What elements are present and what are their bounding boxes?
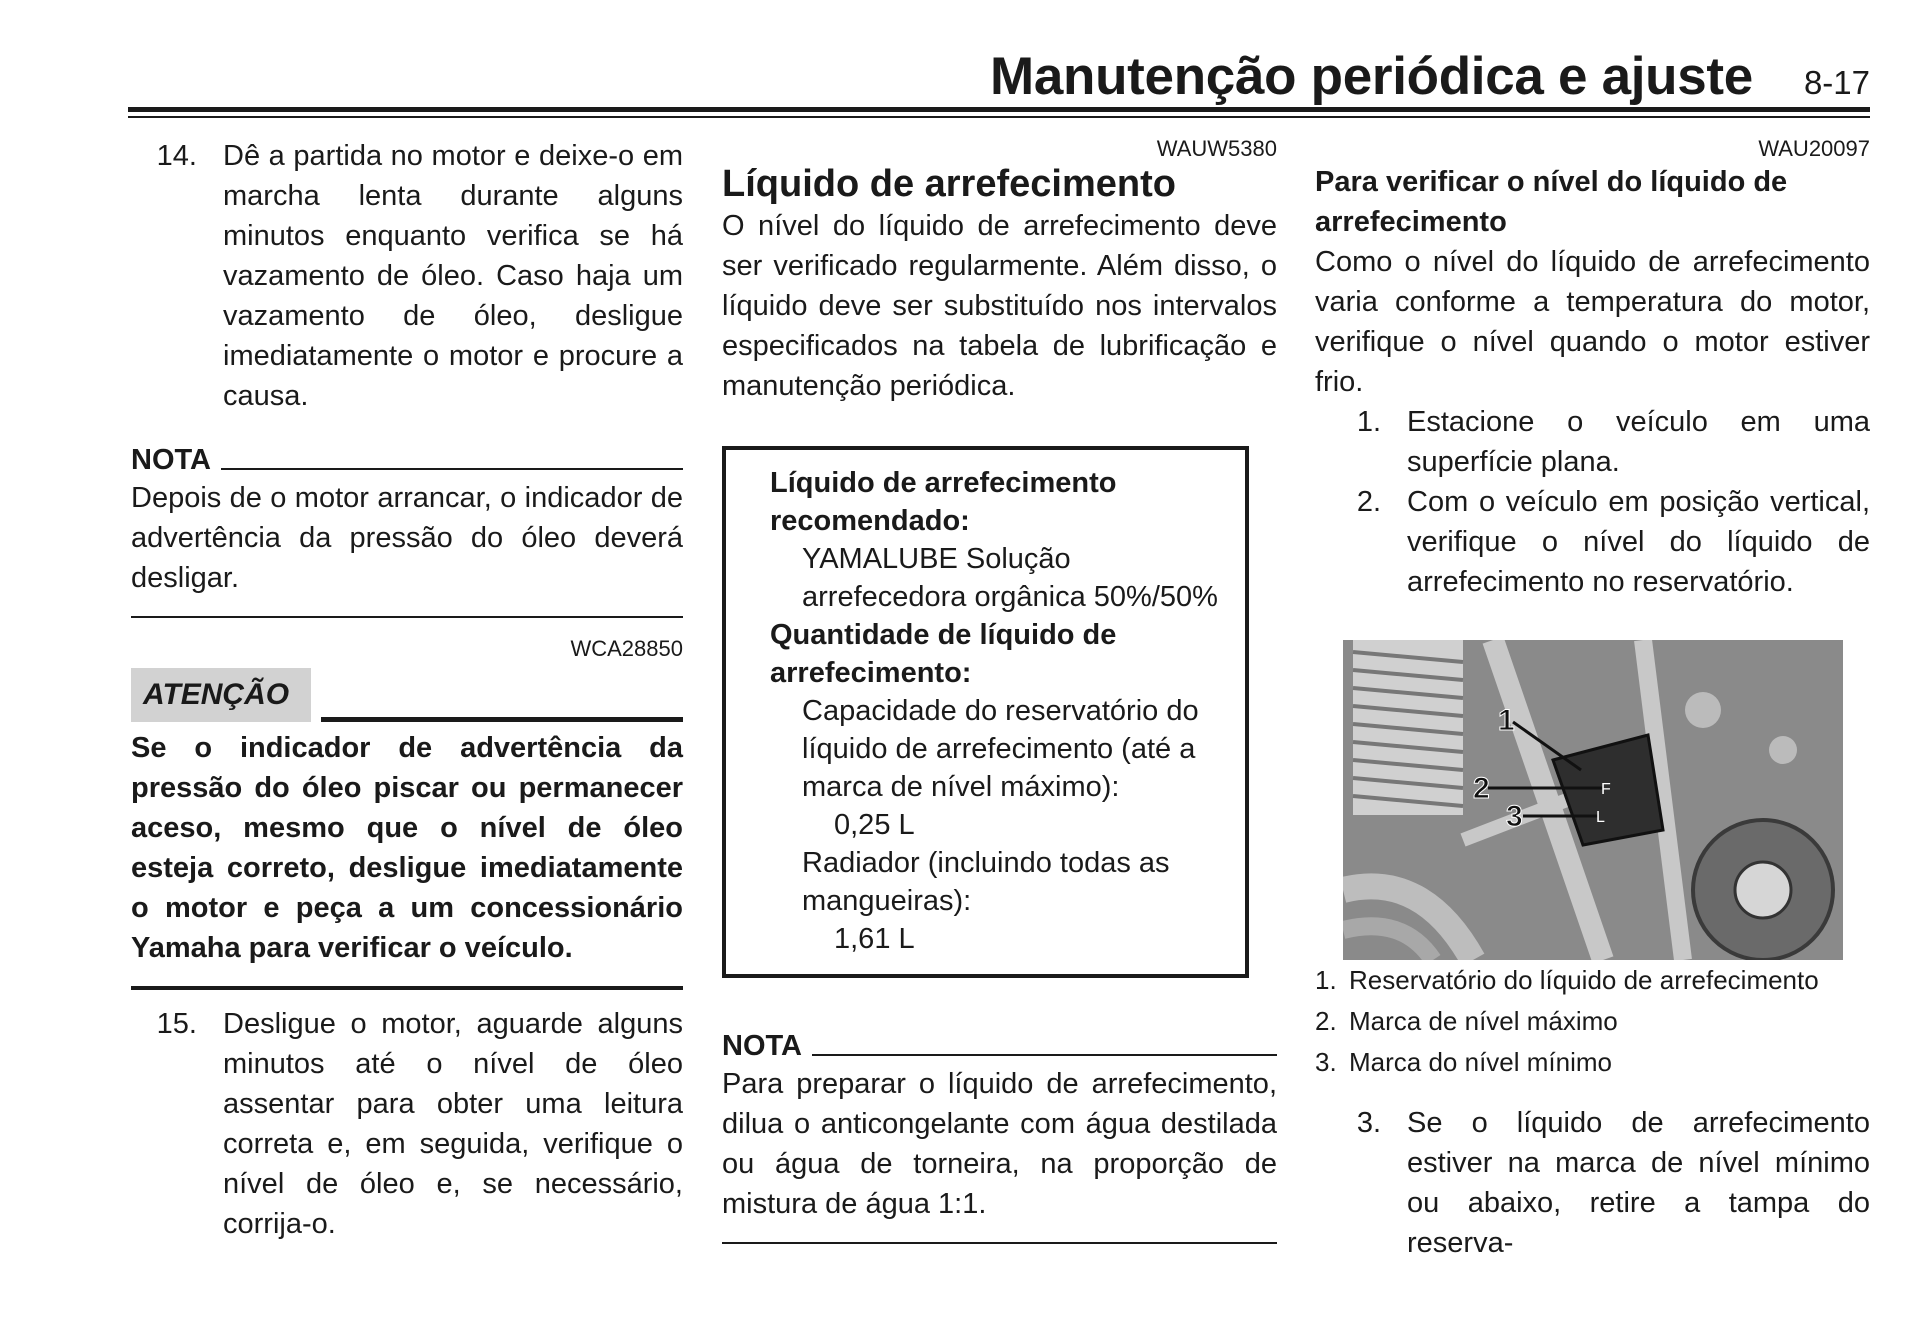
caption-1 xyxy=(1315,964,1870,997)
caption-number: 1. xyxy=(1315,965,1337,995)
recommended-value: YAMALUBE Solução arrefecedora orgânica 50%/50% xyxy=(802,543,1218,613)
section-intro: Como o nível do líquido de arrefecimento varia conforme a temperatura do motor, verifique o nível quando o motor estiver frio. xyxy=(1315,246,1870,398)
quantity-label: Quantidade de líquido de arrefecimento: xyxy=(770,619,1117,689)
caution-rule xyxy=(321,717,683,722)
engine-cover-boss xyxy=(1735,862,1791,918)
radiator-fins xyxy=(1353,640,1463,815)
caution-text: Se o indicador de advertência da pressão do óleo piscar ou permanecer aceso, mesmo que o nível de óleo esteja correto, desligue imediatamente o motor e peça a um concessionário Yamaha para verificar o veículo. xyxy=(131,732,683,964)
callout-3: 3 xyxy=(1506,800,1523,833)
callout-2: 2 xyxy=(1473,772,1490,805)
engine-bolt xyxy=(1769,736,1797,764)
min-mark-label: L xyxy=(1596,809,1605,826)
callout-1: 1 xyxy=(1498,704,1515,737)
caption-2 xyxy=(1315,1005,1870,1038)
caption-text: Marca do nível mínimo xyxy=(1349,1047,1612,1077)
step-text: Se o líquido de arrefecimento estiver na marca de nível mínimo ou abaixo, retire a tampa do reserva- xyxy=(1407,1107,1870,1259)
caption-number: 2. xyxy=(1315,1006,1337,1036)
step-text: Com o veículo em posição vertical, verifique o nível do líquido de arrefecimento no reservatório. xyxy=(1407,486,1870,598)
step-text: Estacione o veículo em uma superfície plana. xyxy=(1407,406,1870,478)
recommended-label: Líquido de arrefecimento recomendado: xyxy=(770,467,1117,537)
radiator-label: Radiador (incluindo todas as mangueiras): xyxy=(802,847,1170,917)
note-rule xyxy=(812,1054,1277,1056)
step-text: Dê a partida no motor e deixe-o em marcha lenta durante alguns minutos enquanto verifica se há vazamento de óleo. Caso haja um vazamento de óleo, desligue imediatamente o motor e procure a causa. xyxy=(223,140,683,412)
step-3 xyxy=(1315,1103,1870,1263)
reservoir-label: Capacidade do reservatório do líquido de arrefecimento (até a marca de nível máximo): xyxy=(802,695,1199,803)
header-rule-thick xyxy=(128,107,1870,112)
step-number: 2. xyxy=(1356,486,1381,518)
column-middle xyxy=(722,136,1277,1244)
note-end-rule xyxy=(131,616,683,618)
note-text: Para preparar o líquido de arrefecimento, dilua o anticongelante com água destilada ou água de torneira, na proporção de mistura de água 1:1. xyxy=(722,1068,1277,1220)
note-label: NOTA xyxy=(722,1030,803,1062)
section-title: Para verificar o nível do líquido de arrefecimento xyxy=(1315,166,1788,238)
coolant-spec-box xyxy=(722,446,1249,978)
caution-label: ATENÇÃO xyxy=(131,668,311,722)
step-15 xyxy=(131,1004,683,1244)
caution-heading xyxy=(131,668,683,722)
header-rule-thin xyxy=(128,116,1870,118)
column-right xyxy=(1315,136,1870,1263)
radiator-value: 1,61 L xyxy=(834,923,915,955)
section-code: WAU20097 xyxy=(1758,136,1870,161)
engine-bolt xyxy=(1685,692,1721,728)
caption-number: 3. xyxy=(1315,1047,1337,1077)
caution-code: WCA28850 xyxy=(570,636,683,661)
step-number: 15. xyxy=(156,1008,197,1040)
step-number: 3. xyxy=(1356,1107,1381,1139)
section-title: Líquido de arrefecimento xyxy=(722,163,1176,205)
caption-text: Marca de nível máximo xyxy=(1349,1006,1618,1036)
section-code: WAUW5380 xyxy=(1156,136,1277,161)
note-text: Depois de o motor arrancar, o indicador de advertência da pressão do óleo deverá desligar. xyxy=(131,482,683,594)
note-end-rule xyxy=(722,1242,1277,1244)
note-rule xyxy=(221,468,683,470)
page-title: Manutenção periódica e ajuste xyxy=(990,47,1753,106)
reservoir-value: 0,25 L xyxy=(834,809,915,841)
caption-text: Reservatório do líquido de arrefecimento xyxy=(1349,965,1819,995)
column-left xyxy=(131,136,683,1244)
note-heading xyxy=(131,442,683,478)
section-intro: O nível do líquido de arrefecimento deve ser verificado regularmente. Além disso, o líquido deve ser substituído nos intervalos especificados na tabela de lubrificação e manutenção periódica. xyxy=(722,210,1277,402)
step-number: 1. xyxy=(1356,406,1381,438)
note-heading xyxy=(722,1028,1277,1064)
step-14 xyxy=(131,136,683,416)
step-text: Desligue o motor, aguarde alguns minutos até o nível de óleo assentar para obter uma leitura correta e, em seguida, verifique o nível de óleo e, se necessário, corrija-o. xyxy=(223,1008,683,1240)
caution-end-rule xyxy=(131,986,683,990)
figure-captions xyxy=(1315,964,1870,1079)
caption-3 xyxy=(1315,1046,1870,1079)
coolant-reservoir-figure xyxy=(1343,640,1843,960)
step-1 xyxy=(1315,402,1870,482)
step-2 xyxy=(1315,482,1870,602)
page-number: 8-17 xyxy=(1803,64,1870,101)
note-label: NOTA xyxy=(131,444,212,476)
max-mark-label: F xyxy=(1601,781,1611,798)
step-number: 14. xyxy=(156,140,197,172)
